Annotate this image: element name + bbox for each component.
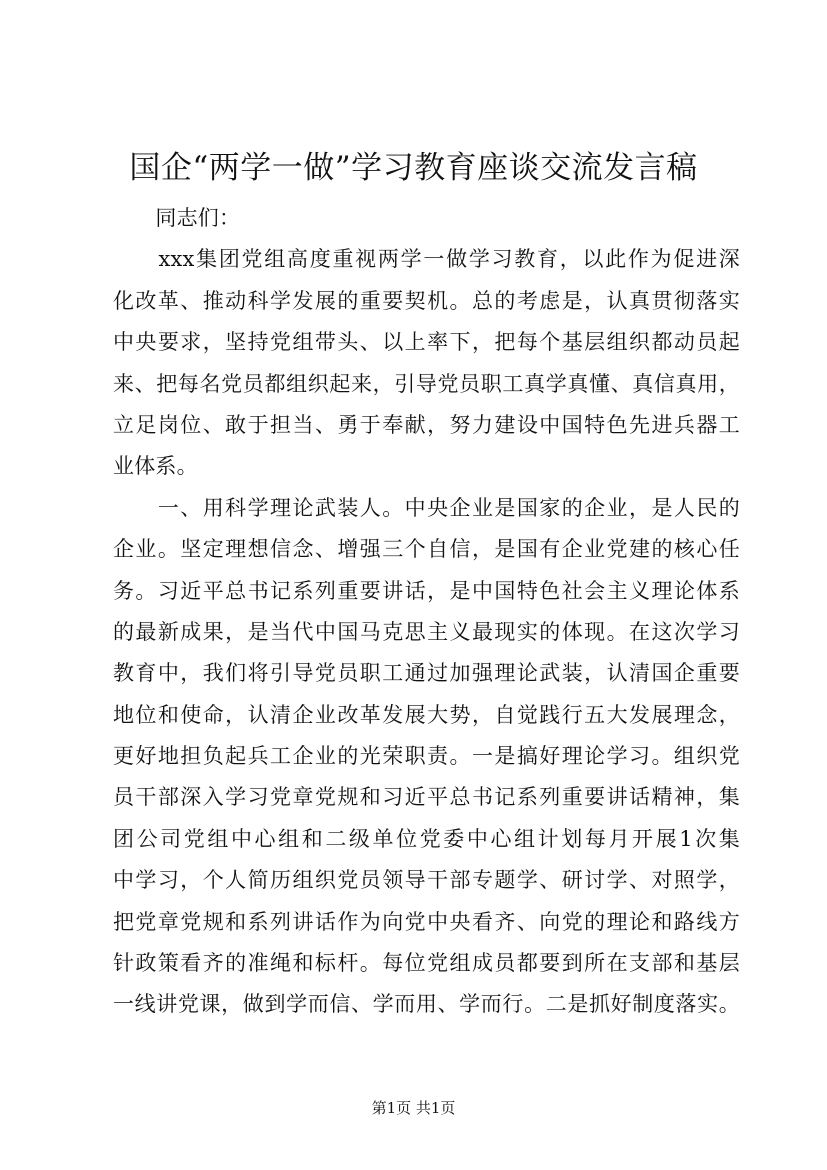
paragraph-line: 一线讲党课，做到学而信、学而用、学而行。二是抓好制度落实。 bbox=[113, 992, 740, 1017]
paragraph-line: 员干部深入学习党章党规和习近平总书记系列重要讲话精神，集 bbox=[113, 785, 740, 810]
document-body bbox=[113, 198, 740, 1026]
paragraph-line: 针政策看齐的准绳和标杆。每位党组成员都要到所在支部和基层 bbox=[113, 951, 740, 976]
paragraph-line: 一、用科学理论武装人。中央企业是国家的企业，是人民的 bbox=[113, 495, 740, 520]
paragraph-line: 教育中，我们将引导党员职工通过加强理论武装，认清国企重要 bbox=[113, 661, 740, 686]
paragraph-line: 的最新成果，是当代中国马克思主义最现实的体现。在这次学习 bbox=[113, 619, 740, 644]
paragraph-line: 更好地担负起兵工企业的光荣职责。一是搞好理论学习。组织党 bbox=[113, 744, 740, 769]
paragraph-line: 务。习近平总书记系列重要讲话，是中国特色社会主义理论体系 bbox=[113, 578, 740, 603]
paragraph-line: 化改革、推动科学发展的重要契机。总的考虑是，认真贯彻落实 bbox=[113, 288, 740, 313]
paragraph-line: 来、把每名党员都组织起来，引导党员职工真学真懂、真信真用， bbox=[113, 371, 740, 396]
paragraph-line: 团公司党组中心组和二级单位党委中心组计划每月开展1次集 bbox=[113, 826, 740, 851]
paragraph-line: 把党章党规和系列讲话作为向党中央看齐、向党的理论和路线方 bbox=[113, 909, 740, 934]
salutation-line: 同志们： bbox=[113, 206, 241, 230]
document-title: 国企“两学一做”学习教育座谈交流发言稿 bbox=[129, 150, 698, 186]
paragraph-line: 中央要求，坚持党组带头、以上率下，把每个基层组织都动员起 bbox=[113, 330, 740, 355]
paragraph-line: 地位和使命，认清企业改革发展大势，自觉践行五大发展理念， bbox=[113, 702, 740, 727]
paragraph-line: 业体系。 bbox=[113, 454, 198, 479]
paragraph-line: xxx集团党组高度重视两学一做学习教育，以此作为促进深 bbox=[113, 247, 740, 272]
page-footer: 第1页 共1页 bbox=[371, 1099, 456, 1117]
paragraph-line: 立足岗位、敢于担当、勇于奉献，努力建设中国特色先进兵器工 bbox=[113, 412, 740, 437]
paragraph-line: 中学习，个人简历组织党员领导干部专题学、研讨学、对照学， bbox=[113, 868, 740, 893]
paragraph-line: 企业。坚定理想信念、增强三个自信，是国有企业党建的核心任 bbox=[113, 537, 740, 562]
